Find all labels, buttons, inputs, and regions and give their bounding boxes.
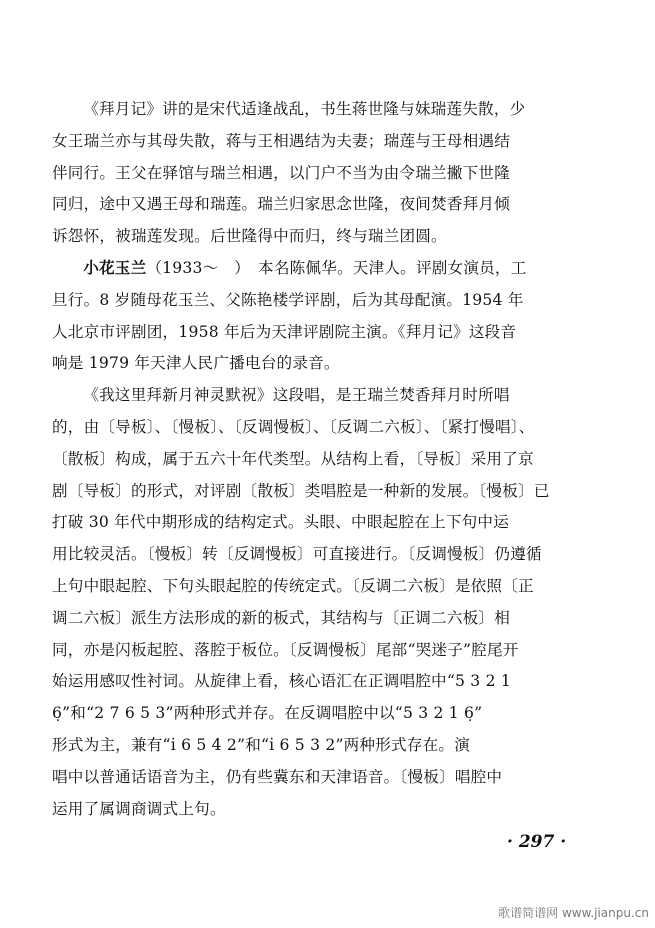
text-line	[52, 253, 584, 285]
page-number: · 297 ·	[507, 832, 567, 852]
text-line: 〔散板〕构成，属于五六十年代类型。从结构上看，〔导板〕采用了京	[52, 449, 534, 468]
text-line: 人北京市评剧团，1958 年后为天津评剧院主演。《拜月记》这段音	[52, 322, 517, 341]
text-line: 用比较灵活。〔慢板〕转〔反调慢板〕可直接进行。〔反调慢板〕仍遵循	[52, 545, 542, 564]
body-text	[52, 94, 584, 825]
text-line: 剧〔导板〕的形式，对评剧〔散板〕类唱腔是一种新的发展。〔慢板〕已	[52, 481, 550, 500]
text-line: 唱中以普通话语音为主，仍有些冀东和天津语音。〔慢板〕唱腔中	[52, 767, 503, 786]
text-line: 旦行。8 岁随母花玉兰、父陈艳楼学评剧，后为其母配演。1954 年	[52, 290, 524, 309]
text-line: 打破 30 年代中期形成的结构定式。头眼、中眼起腔在上下句中运	[52, 513, 509, 532]
text-line: 始运用感叹性衬词。从旋律上看，核心语汇在正调唱腔中“5 3 2 1	[52, 672, 511, 691]
text-line: 运用了属调商调式上句。	[52, 799, 226, 818]
text-line: 女王瑞兰亦与其母失散，蒋与王相遇结为夫妻；瑞莲与王母相遇结	[52, 131, 511, 150]
text-line: 《我这里拜新月神灵默祝》这段唱，是王瑞兰焚香拜月时所唱	[83, 386, 510, 405]
watermark-text: 歌谱简谱网 www.jianpu.cn	[498, 906, 649, 920]
text-line: 的，由〔导板〕、〔慢板〕、〔反调慢板〕、〔反调二六板〕、〔紧打慢唱〕、	[52, 417, 535, 436]
text-line: 伴同行。王父在驿馆与瑞兰相遇，以门户不当为由令瑞兰撇下世隆	[52, 163, 511, 182]
text-line: 同归，途中又遇王母和瑞莲。瑞兰归家思念世隆，夜间焚香拜月倾	[52, 195, 511, 214]
text-line: 《拜月记》讲的是宋代适逢战乱，书生蒋世隆与妹瑞莲失散，少	[83, 100, 526, 118]
paragraph-analysis	[52, 380, 584, 825]
text-line: 响是 1979 年天津人民广播电台的录音。	[52, 354, 340, 373]
text-line: 6̣”和“2 7 6 5 3”两种形式并存。在反调唱腔中以“5 3 2 1 6̣”	[52, 704, 483, 723]
text-line: 上句中眼起腔、下句头眼起腔的传统定式。〔反调二六板〕是依照〔正	[52, 576, 534, 595]
paragraph-performer-bio	[52, 253, 584, 380]
performer-dates: （1933～ ） 本名陈佩华。天津人。评剧女演员，工	[146, 258, 527, 277]
text-line: 形式为主，兼有“i̇ 6 5 4 2”和“i̇ 6 5 3 2”两种形式存在。演	[52, 735, 470, 754]
paragraph-plot-summary	[52, 94, 584, 253]
text-line: 同，亦是闪板起腔、落腔于板位。〔反调慢板〕尾部“哭迷子”腔尾开	[52, 640, 519, 659]
text-line: 诉怨怀，被瑞莲发现。后世隆得中而归，终与瑞兰团圆。	[52, 227, 447, 246]
performer-name: 小花玉兰	[83, 258, 147, 277]
text-line: 调二六板〕派生方法形成的新的板式，其结构与〔正调二六板〕相	[52, 608, 511, 627]
